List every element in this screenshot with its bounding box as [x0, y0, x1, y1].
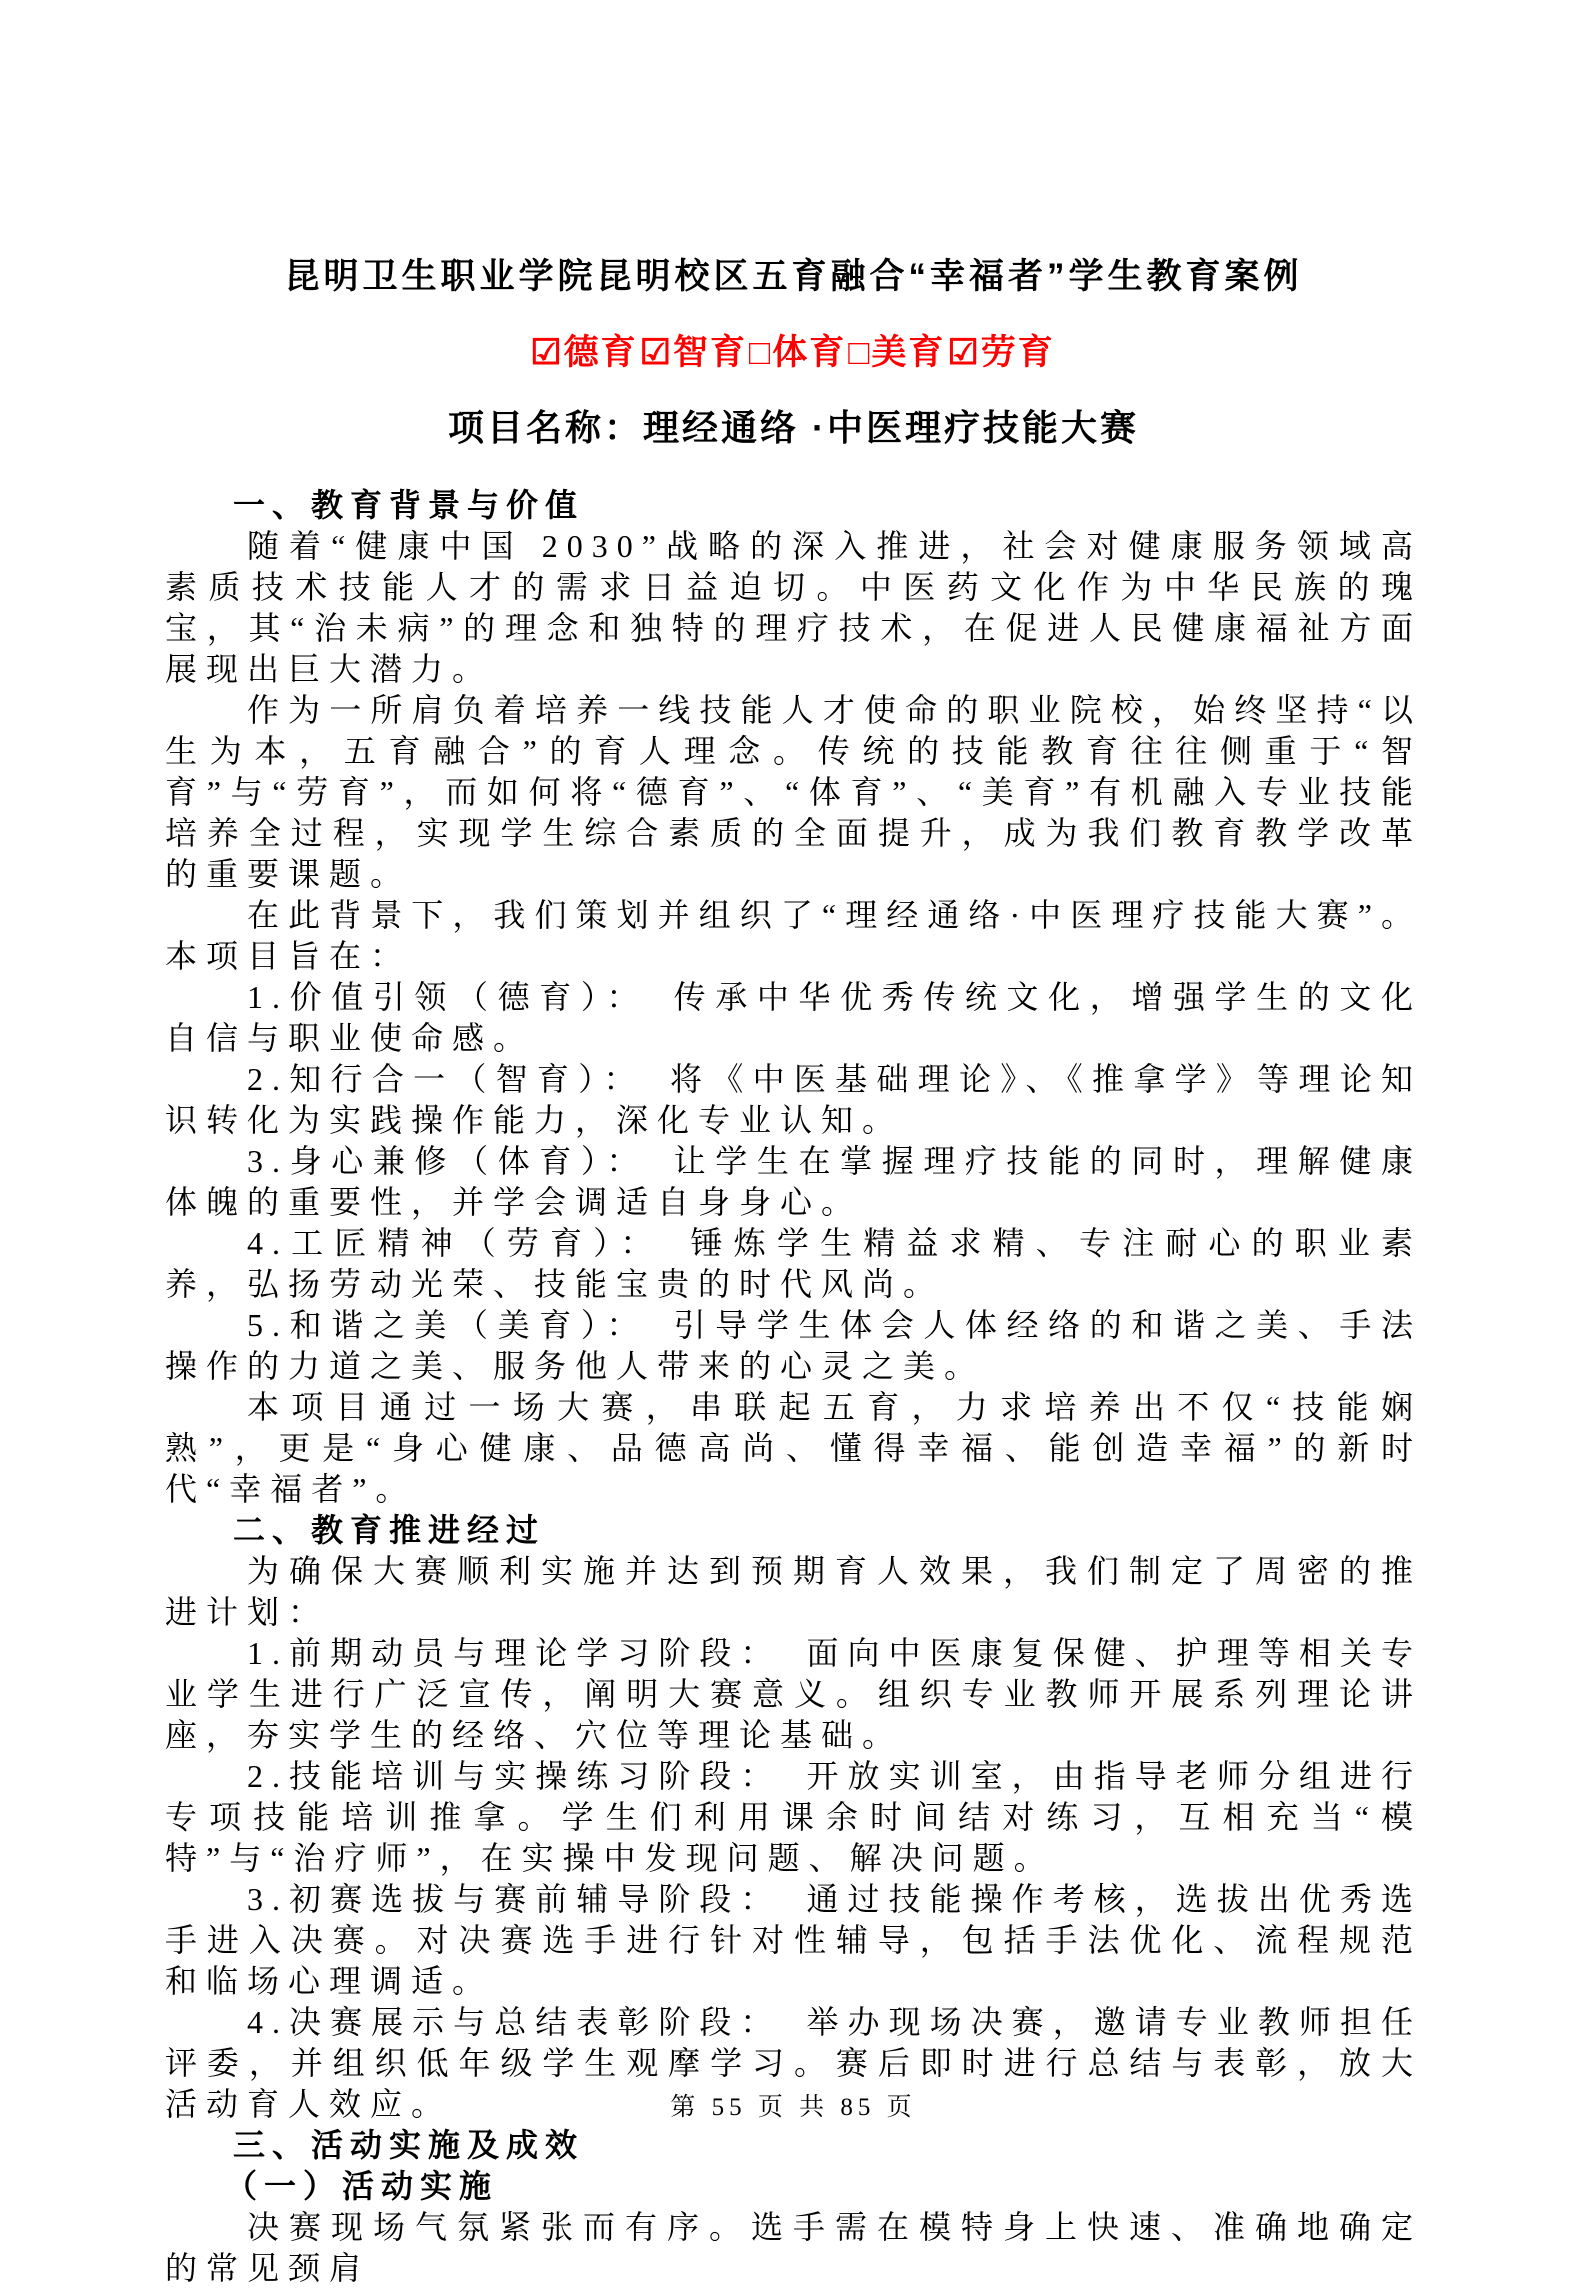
- page-number-footer: 第 55 页 共 85 页: [670, 2094, 917, 2121]
- unchecked-checkbox-icon: □: [848, 333, 872, 372]
- body-paragraph: 3.身心兼修（体育）： 让学生在掌握理疗技能的同时，理解健康体魄的重要性，并学会调适自身身心。: [165, 1143, 1422, 1220]
- five-edu-item: [749, 333, 846, 372]
- section-heading: 三、活动实施及成效: [233, 2127, 585, 2163]
- five-edu-item: [947, 333, 1054, 372]
- five-education-checkbox-line: [165, 330, 1422, 376]
- body-paragraph: 1.前期动员与理论学习阶段： 面向中医康复保健、护理等相关专业学生进行广泛宣传，阐明大赛意义。组织专业教师开展系列理论讲座，夯实学生的经络、穴位等理论基础。: [165, 1635, 1422, 1753]
- five-edu-item: [530, 333, 637, 372]
- five-edu-label: 美育: [871, 333, 946, 372]
- body-paragraph: 5.和谐之美（美育）： 引导学生体会人体经络的和谐之美、手法操作的力道之美、服务他人带来的心灵之美。: [165, 1307, 1422, 1384]
- unchecked-checkbox-icon: □: [749, 333, 773, 372]
- checked-checkbox-icon: ☑: [639, 333, 674, 372]
- checked-checkbox-icon: ☑: [530, 333, 564, 372]
- five-edu-item: [848, 333, 945, 372]
- body-paragraph: 随着“健康中国 2030”战略的深入推进，社会对健康服务领域高素质技术技能人才的需求日益迫切。中医药文化作为中华民族的瑰宝，其“治未病”的理念和独特的理疗技术，在促进人民健康福祉方面展现出巨大潜力。: [165, 528, 1422, 687]
- body-paragraph: 2.知行合一（智育）： 将《中医基础理论》、《推拿学》等理论知识转化为实践操作能力，深化专业认知。: [165, 1061, 1422, 1138]
- body-paragraph: 3.初赛选拔与赛前辅导阶段： 通过技能操作考核，选拔出优秀选手进入决赛。对决赛选手进行针对性辅导，包括手法优化、流程规范和临场心理调适。: [165, 1881, 1422, 1999]
- section-heading: 一、教育背景与价值: [233, 487, 585, 523]
- body-paragraph: 作为一所肩负着培养一线技能人才使命的职业院校，始终坚持“以生为本，五育融合”的育人理念。传统的技能教育往往侧重于“智育”与“劳育”，而如何将“德育”、“体育”、“美育”有机融入专业技能培养全过程，实现学生综合素质的全面提升，成为我们教育教学改革的重要课题。: [165, 692, 1422, 892]
- five-edu-label: 德育: [563, 333, 638, 372]
- five-edu-item: [640, 333, 747, 372]
- project-title: 项目名称：理经通络 ·中医理疗技能大赛: [448, 407, 1139, 448]
- five-edu-label: 劳育: [980, 333, 1055, 372]
- subsection-heading: （一）活动实施: [225, 2168, 499, 2204]
- body-paragraph: 在此背景下，我们策划并组织了“理经通络·中医理疗技能大赛”。本项目旨在：: [165, 897, 1422, 974]
- body-paragraph: 本项目通过一场大赛，串联起五育，力求培养出不仅“技能娴熟”，更是“身心健康、品德高尚、懂得幸福、能创造幸福”的新时代“幸福者”。: [165, 1389, 1422, 1507]
- five-edu-label: 智育: [673, 333, 748, 372]
- checked-checkbox-icon: ☑: [947, 333, 981, 372]
- body-paragraph: 1.价值引领（德育）： 传承中华优秀传统文化，增强学生的文化自信与职业使命感。: [165, 979, 1422, 1056]
- body-paragraph: 4.决赛展示与总结表彰阶段： 举办现场决赛，邀请专业教师担任评委，并组织低年级学生观摩学习。赛后即时进行总结与表彰，放大活动育人效应。: [165, 2004, 1422, 2122]
- body-paragraph: 为确保大赛顺利实施并达到预期育人效果，我们制定了周密的推进计划：: [165, 1553, 1422, 1630]
- body-paragraph: 决赛现场气氛紧张而有序。选手需在模特身上快速、准确地确定的常见颈肩: [165, 2209, 1422, 2286]
- document-title: 昆明卫生职业学院昆明校区五育融合“幸福者”学生教育案例: [284, 257, 1303, 296]
- section-heading: 二、教育推进经过: [233, 1512, 546, 1548]
- body-paragraph: 4.工匠精神（劳育）： 锤炼学生精益求精、专注耐心的职业素养，弘扬劳动光荣、技能宝贵的时代风尚。: [165, 1225, 1422, 1302]
- document-body: [165, 485, 1422, 2289]
- five-edu-label: 体育: [772, 333, 847, 372]
- body-paragraph: 2.技能培训与实操练习阶段： 开放实训室，由指导老师分组进行专项技能培训推拿。学生们利用课余时间结对练习，互相充当“模特”与“治疗师”，在实操中发现问题、解决问题。: [165, 1758, 1422, 1876]
